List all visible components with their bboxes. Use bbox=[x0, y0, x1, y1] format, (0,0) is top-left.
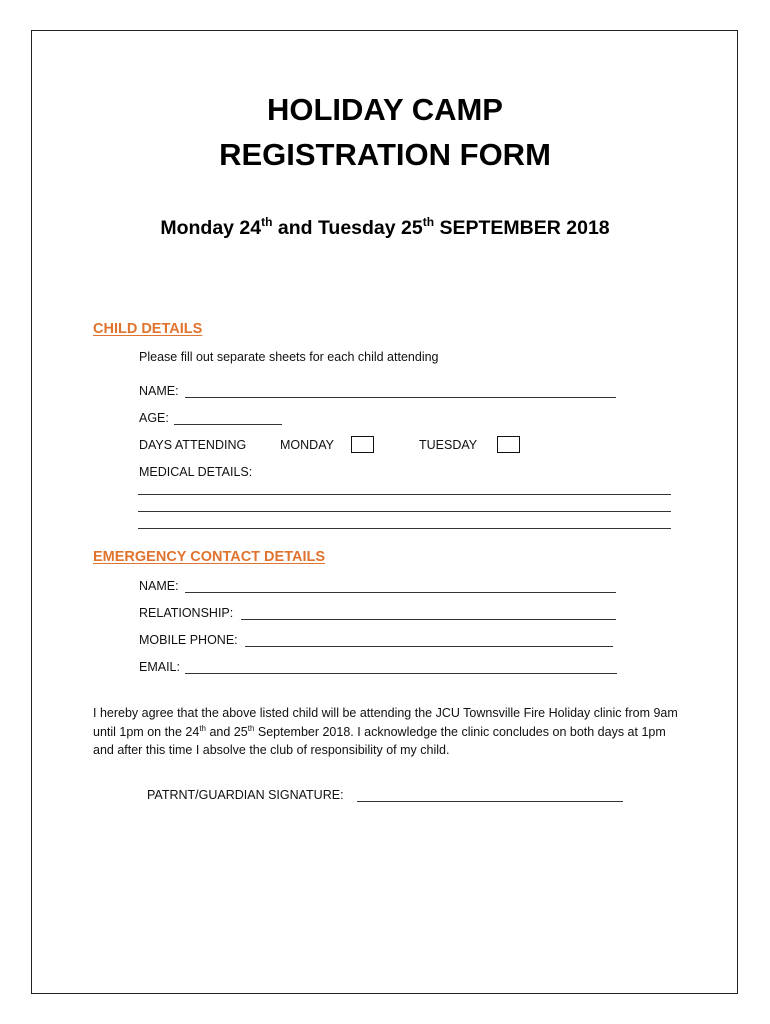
signature-label: PATRNT/GUARDIAN SIGNATURE: bbox=[147, 788, 344, 802]
child-details-instruction: Please fill out separate sheets for each child attending bbox=[139, 350, 439, 364]
email-field[interactable] bbox=[185, 673, 617, 674]
event-dates-part-2: and Tuesday 25 bbox=[272, 217, 423, 239]
days-attending-label: DAYS ATTENDING bbox=[139, 438, 247, 452]
contact-name-field[interactable] bbox=[185, 592, 616, 593]
event-dates bbox=[0, 217, 770, 240]
child-details-heading: CHILD DETAILS bbox=[93, 321, 203, 337]
medical-details-label: MEDICAL DETAILS: bbox=[139, 465, 253, 479]
agreement-part-1: I hereby agree that the above listed child will be attending the JCU Townsville Fire Holiday clinic from 9am until 1pm on the 24 bbox=[93, 706, 678, 739]
event-dates-part-1: Monday 24 bbox=[160, 217, 262, 239]
agreement-sup-2: th bbox=[247, 723, 255, 733]
event-dates-sup-1: th bbox=[261, 215, 273, 229]
agreement-part-2: and 25 bbox=[206, 724, 248, 739]
email-label: EMAIL: bbox=[139, 660, 180, 674]
mobile-phone-label: MOBILE PHONE: bbox=[139, 633, 238, 647]
monday-label: MONDAY bbox=[280, 438, 334, 452]
monday-checkbox[interactable] bbox=[351, 436, 374, 453]
agreement-part-3: September 2018. I acknowledge the clinic concludes on both days at 1pm and after this time I absolve the club of responsibility of my child. bbox=[93, 724, 666, 757]
child-age-label: AGE: bbox=[139, 411, 169, 425]
medical-details-line-3[interactable] bbox=[138, 528, 671, 529]
form-title-line-1: HOLIDAY CAMP bbox=[267, 92, 503, 127]
medical-details-line-1[interactable] bbox=[138, 494, 671, 495]
medical-details-line-2[interactable] bbox=[138, 511, 671, 512]
mobile-phone-field[interactable] bbox=[245, 646, 613, 647]
child-name-field[interactable] bbox=[185, 397, 616, 398]
relationship-label: RELATIONSHIP: bbox=[139, 606, 234, 620]
event-dates-sup-2: th bbox=[422, 215, 435, 229]
child-name-label: NAME: bbox=[139, 384, 179, 398]
form-title-line-2: REGISTRATION FORM bbox=[219, 137, 551, 172]
emergency-contact-heading: EMERGENCY CONTACT DETAILS bbox=[93, 549, 326, 565]
child-age-field[interactable] bbox=[174, 424, 282, 425]
event-dates-part-3: SEPTEMBER 2018 bbox=[434, 217, 610, 239]
tuesday-label: TUESDAY bbox=[419, 438, 478, 452]
relationship-field[interactable] bbox=[241, 619, 616, 620]
tuesday-checkbox[interactable] bbox=[497, 436, 520, 453]
signature-field[interactable] bbox=[357, 801, 623, 802]
contact-name-label: NAME: bbox=[139, 579, 179, 593]
agreement-sup-1: th bbox=[199, 723, 206, 733]
agreement-paragraph bbox=[93, 704, 683, 760]
